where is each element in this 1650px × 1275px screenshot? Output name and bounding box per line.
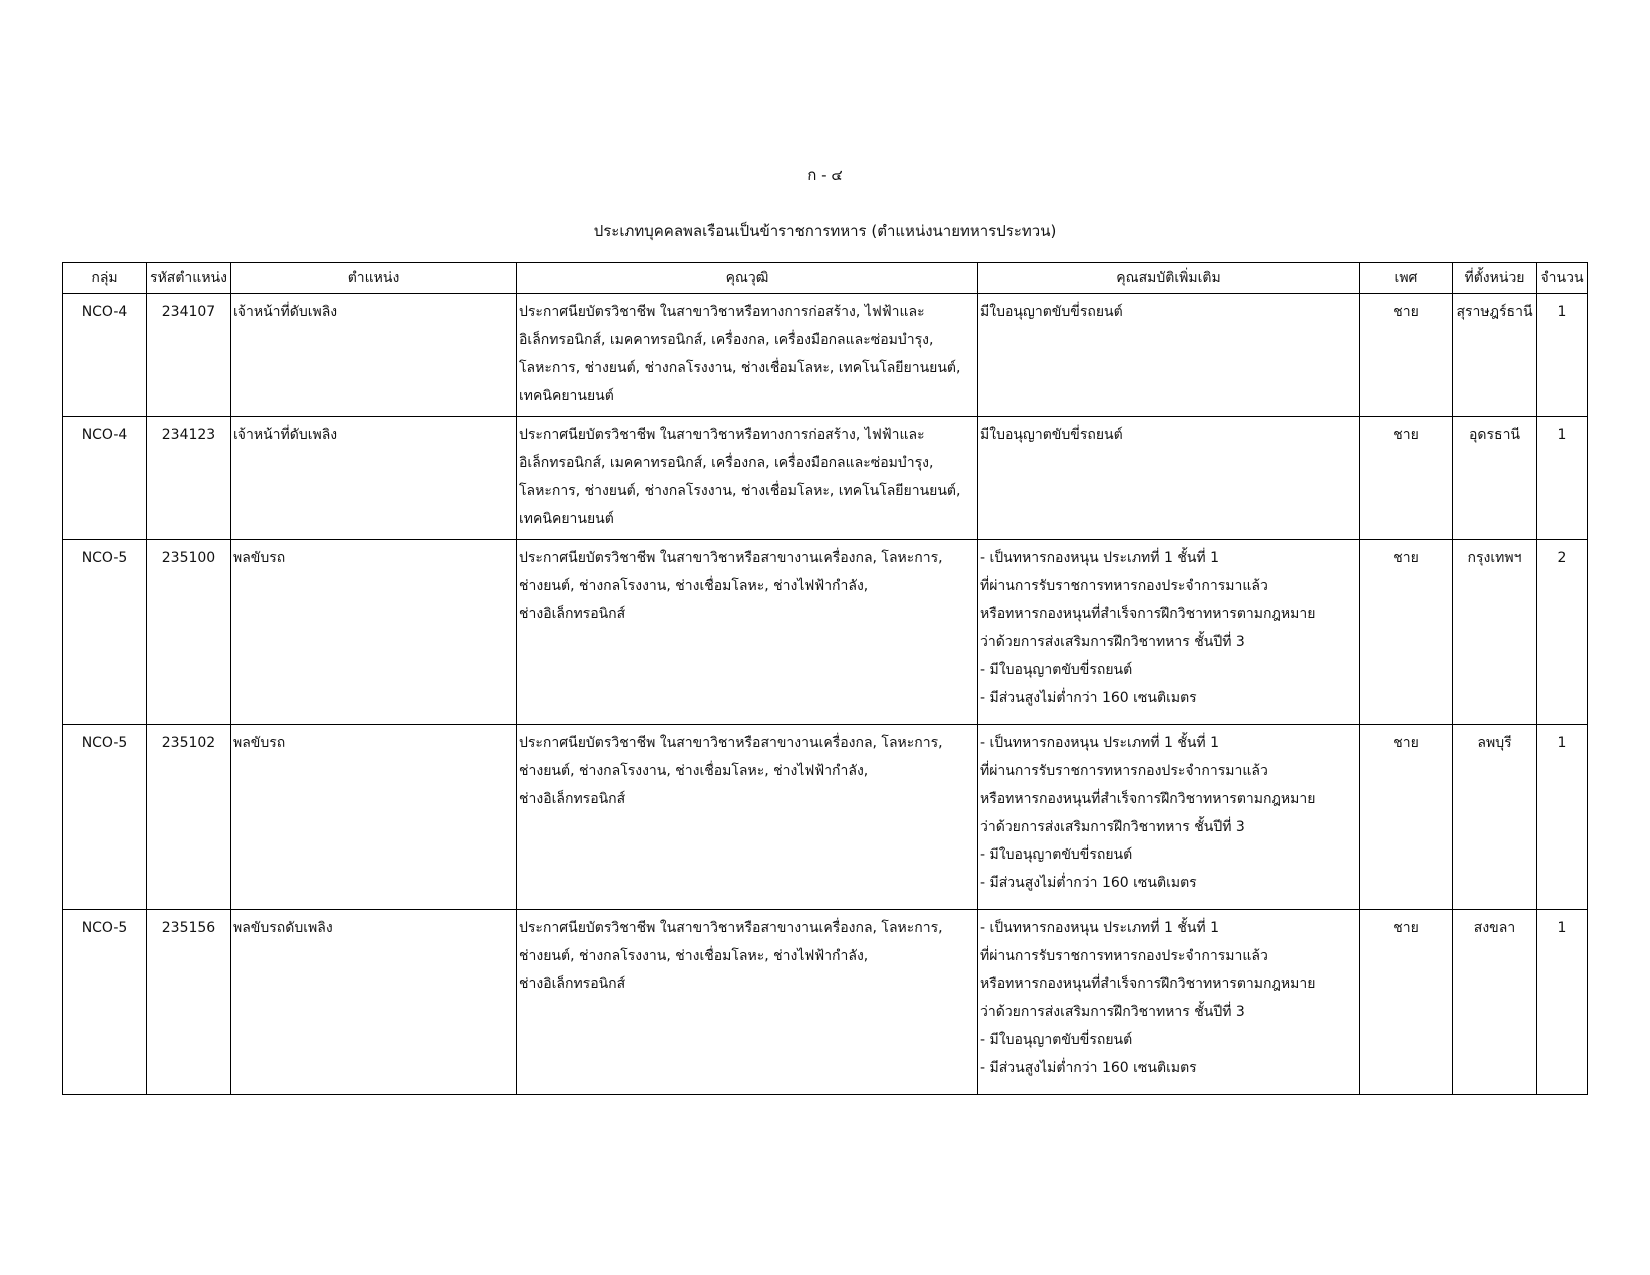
cell-code: 235156	[147, 910, 231, 1095]
cell-count: 1	[1537, 294, 1588, 417]
header-gender: เพศ	[1360, 263, 1453, 294]
cell-position: เจ้าหน้าที่ดับเพลิง	[231, 417, 517, 540]
cell-extra-qualification-line: - มีส่วนสูงไม่ต่ำกว่า 160 เซนติเมตร	[980, 690, 1197, 706]
cell-extra-qualification-line: หรือทหารกองหนุนที่สำเร็จการฝึกวิชาทหารตามกฎหมาย	[980, 976, 1316, 992]
positions-table	[62, 262, 1588, 1095]
cell-qualification-line: อิเล็กทรอนิกส์, เมคคาทรอนิกส์, เครื่องกล, เครื่องมือกลและซ่อมบำรุง,	[519, 455, 934, 471]
cell-extra-qualification-line: ว่าด้วยการส่งเสริมการฝึกวิชาทหาร ชั้นปีที่ 3	[980, 819, 1245, 835]
cell-qualification-line: ช่างอิเล็กทรอนิกส์	[519, 606, 626, 622]
page-title: ประเภทบุคคลพลเรือนเป็นข้าราชการทหาร (ตำแหน่งนายทหารประทวน)	[593, 222, 1057, 240]
header-location: ที่ตั้งหน่วย	[1453, 263, 1537, 294]
header-qualification: คุณวุฒิ	[517, 263, 978, 294]
cell-extra-qualification-line: - มีใบอนุญาตขับขี่รถยนต์	[980, 847, 1133, 863]
cell-qualification-line: เทคนิคยานยนต์	[519, 388, 614, 404]
cell-qualification	[517, 417, 978, 540]
cell-count: 1	[1537, 910, 1588, 1095]
cell-extra-qualification-line: ว่าด้วยการส่งเสริมการฝึกวิชาทหาร ชั้นปีที่ 3	[980, 634, 1245, 650]
cell-qualification-line: โลหะการ, ช่างยนต์, ช่างกลโรงงาน, ช่างเชื่อมโลหะ, เทคโนโลยียานยนต์,	[519, 360, 961, 376]
header-extra-qualification: คุณสมบัติเพิ่มเติม	[978, 263, 1360, 294]
cell-extra-qualification-line: มีใบอนุญาตขับขี่รถยนต์	[980, 427, 1123, 443]
cell-code: 235102	[147, 725, 231, 910]
cell-gender: ชาย	[1360, 910, 1453, 1095]
cell-qualification-line: ช่างอิเล็กทรอนิกส์	[519, 791, 626, 807]
cell-extra-qualification-line: - มีใบอนุญาตขับขี่รถยนต์	[980, 662, 1133, 678]
cell-extra-qualification-line: - มีใบอนุญาตขับขี่รถยนต์	[980, 1032, 1133, 1048]
cell-count: 2	[1537, 540, 1588, 725]
cell-qualification-line: ช่างยนต์, ช่างกลโรงงาน, ช่างเชื่อมโลหะ, ช่างไฟฟ้ากำลัง,	[519, 763, 869, 779]
cell-location: กรุงเทพฯ	[1453, 540, 1537, 725]
cell-qualification-line: โลหะการ, ช่างยนต์, ช่างกลโรงงาน, ช่างเชื่อมโลหะ, เทคโนโลยียานยนต์,	[519, 483, 961, 499]
cell-location: สงขลา	[1453, 910, 1537, 1095]
cell-extra-qualification-line: ที่ผ่านการรับราชการทหารกองประจำการมาแล้ว	[980, 763, 1268, 779]
cell-extra-qualification	[978, 725, 1360, 910]
cell-extra-qualification	[978, 417, 1360, 540]
cell-extra-qualification	[978, 540, 1360, 725]
cell-group: NCO-5	[63, 725, 147, 910]
cell-count: 1	[1537, 417, 1588, 540]
header-position: ตำแหน่ง	[231, 263, 517, 294]
cell-gender: ชาย	[1360, 725, 1453, 910]
cell-qualification-line: อิเล็กทรอนิกส์, เมคคาทรอนิกส์, เครื่องกล, เครื่องมือกลและซ่อมบำรุง,	[519, 332, 934, 348]
header-count: จำนวน	[1537, 263, 1588, 294]
cell-code: 234107	[147, 294, 231, 417]
cell-code: 234123	[147, 417, 231, 540]
cell-count: 1	[1537, 725, 1588, 910]
table-header-row	[63, 263, 1588, 294]
cell-gender: ชาย	[1360, 540, 1453, 725]
cell-position: พลขับรถ	[231, 540, 517, 725]
cell-extra-qualification-line: - เป็นทหารกองหนุน ประเภทที่ 1 ชั้นที่ 1	[980, 550, 1219, 566]
table-row	[63, 417, 1588, 540]
cell-group: NCO-4	[63, 417, 147, 540]
cell-qualification	[517, 910, 978, 1095]
table-body	[63, 294, 1588, 1095]
table-row	[63, 910, 1588, 1095]
cell-qualification-line: ประกาศนียบัตรวิชาชีพ ในสาขาวิชาหรือสาขางานเครื่องกล, โลหะการ,	[519, 550, 943, 566]
cell-qualification-line: ประกาศนียบัตรวิชาชีพ ในสาขาวิชาหรือสาขางานเครื่องกล, โลหะการ,	[519, 735, 943, 751]
cell-qualification-line: ช่างอิเล็กทรอนิกส์	[519, 976, 626, 992]
cell-extra-qualification-line: ว่าด้วยการส่งเสริมการฝึกวิชาทหาร ชั้นปีที่ 3	[980, 1004, 1245, 1020]
cell-location: สุราษฎร์ธานี	[1453, 294, 1537, 417]
cell-extra-qualification-line: - เป็นทหารกองหนุน ประเภทที่ 1 ชั้นที่ 1	[980, 920, 1219, 936]
cell-position: เจ้าหน้าที่ดับเพลิง	[231, 294, 517, 417]
cell-group: NCO-5	[63, 540, 147, 725]
cell-group: NCO-4	[63, 294, 147, 417]
cell-extra-qualification-line: ที่ผ่านการรับราชการทหารกองประจำการมาแล้ว	[980, 948, 1268, 964]
cell-group: NCO-5	[63, 910, 147, 1095]
table-row	[63, 294, 1588, 417]
cell-extra-qualification-line: - มีส่วนสูงไม่ต่ำกว่า 160 เซนติเมตร	[980, 875, 1197, 891]
cell-qualification-line: ช่างยนต์, ช่างกลโรงงาน, ช่างเชื่อมโลหะ, ช่างไฟฟ้ากำลัง,	[519, 948, 869, 964]
cell-qualification	[517, 294, 978, 417]
cell-position: พลขับรถ	[231, 725, 517, 910]
cell-extra-qualification-line: - เป็นทหารกองหนุน ประเภทที่ 1 ชั้นที่ 1	[980, 735, 1219, 751]
cell-location: อุดรธานี	[1453, 417, 1537, 540]
cell-position: พลขับรถดับเพลิง	[231, 910, 517, 1095]
cell-extra-qualification	[978, 910, 1360, 1095]
cell-qualification-line: ประกาศนียบัตรวิชาชีพ ในสาขาวิชาหรือทางการก่อสร้าง, ไฟฟ้าและ	[519, 304, 925, 320]
cell-gender: ชาย	[1360, 294, 1453, 417]
table-row	[63, 725, 1588, 910]
cell-qualification-line: เทคนิคยานยนต์	[519, 511, 614, 527]
cell-qualification	[517, 540, 978, 725]
header-group: กลุ่ม	[63, 263, 147, 294]
cell-code: 235100	[147, 540, 231, 725]
cell-qualification	[517, 725, 978, 910]
cell-extra-qualification-line: หรือทหารกองหนุนที่สำเร็จการฝึกวิชาทหารตามกฎหมาย	[980, 791, 1316, 807]
page-number: ก - ๔	[807, 166, 843, 184]
header-code: รหัสตำแหน่ง	[147, 263, 231, 294]
cell-extra-qualification	[978, 294, 1360, 417]
cell-extra-qualification-line: หรือทหารกองหนุนที่สำเร็จการฝึกวิชาทหารตามกฎหมาย	[980, 606, 1316, 622]
cell-gender: ชาย	[1360, 417, 1453, 540]
table-row	[63, 540, 1588, 725]
cell-qualification-line: ประกาศนียบัตรวิชาชีพ ในสาขาวิชาหรือสาขางานเครื่องกล, โลหะการ,	[519, 920, 943, 936]
cell-extra-qualification-line: มีใบอนุญาตขับขี่รถยนต์	[980, 304, 1123, 320]
cell-extra-qualification-line: - มีส่วนสูงไม่ต่ำกว่า 160 เซนติเมตร	[980, 1060, 1197, 1076]
cell-extra-qualification-line: ที่ผ่านการรับราชการทหารกองประจำการมาแล้ว	[980, 578, 1268, 594]
cell-location: ลพบุรี	[1453, 725, 1537, 910]
cell-qualification-line: ช่างยนต์, ช่างกลโรงงาน, ช่างเชื่อมโลหะ, ช่างไฟฟ้ากำลัง,	[519, 578, 869, 594]
cell-qualification-line: ประกาศนียบัตรวิชาชีพ ในสาขาวิชาหรือทางการก่อสร้าง, ไฟฟ้าและ	[519, 427, 925, 443]
